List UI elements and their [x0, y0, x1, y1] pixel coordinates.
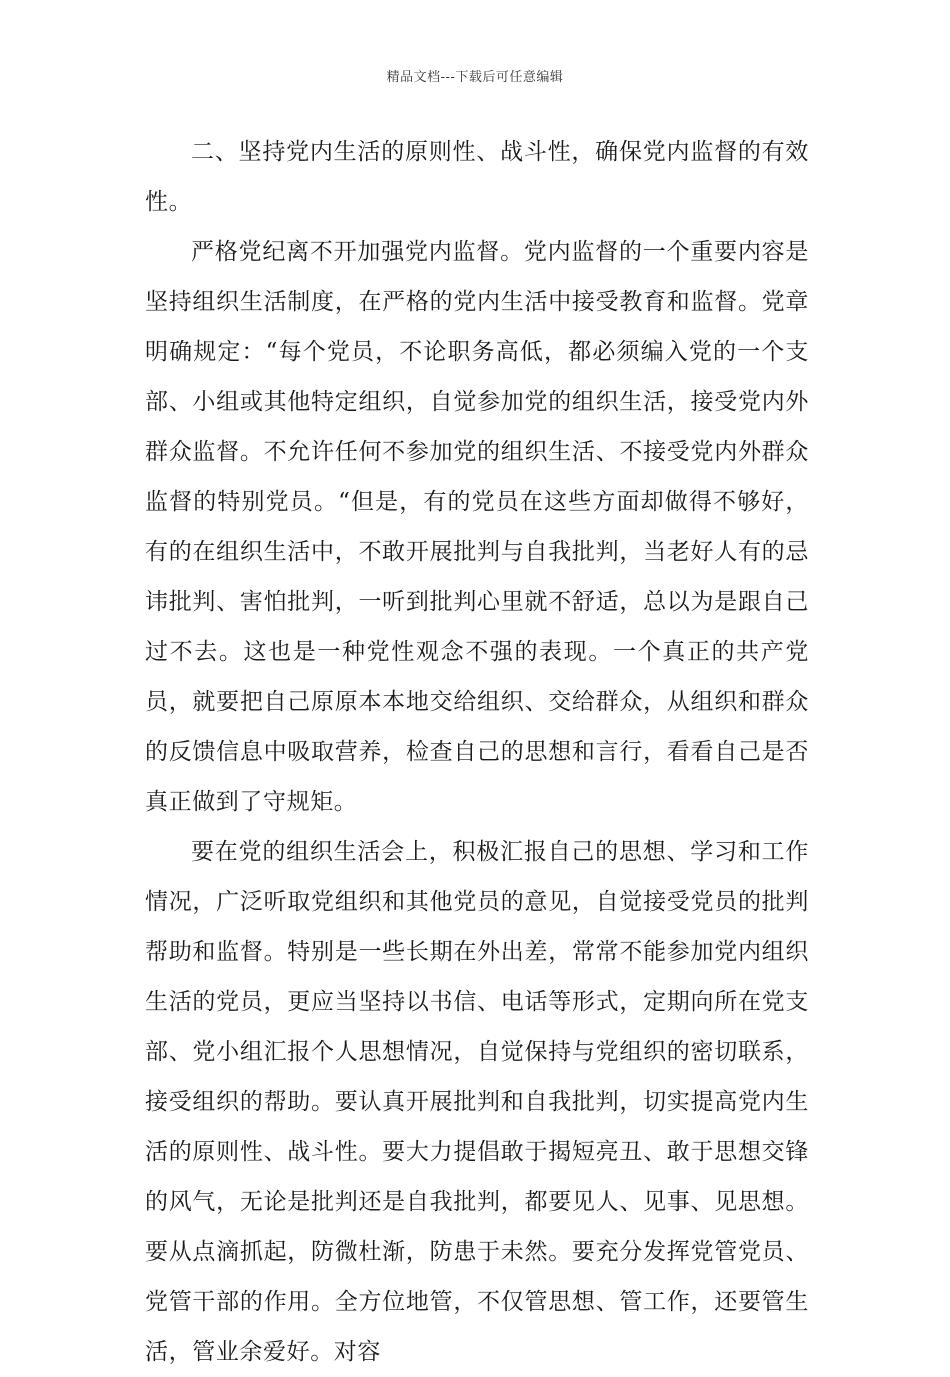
section-heading: 二、坚持党内生活的原则性、战斗性，确保党内监督的有效性。	[145, 139, 809, 215]
paragraph: 要在党的组织生活会上，积极汇报自己的思想、学习和工作情况，广泛听取党组织和其他党员的意见，自觉接受党员的批判帮助和监督。特别是一些长期在外出差，常常不能参加党内组织生活的党员，更应当坚持以书信、电话等形式，定期向所在党支部、党小组汇报个人思想情况，自觉保持与党组织的密切联系，接受组织的帮助。要认真开展批判和自我批判，切实提高党内生活的原则性、战斗性。要大力提倡敢于揭短亮丑、敢于思想交锋的风气，无论是批判还是自我批判，都要见人、见事、见思想。要从点滴抓起，防微杜渐，防患于未然。要充分发挥党管党员、党管干部的作用。全方位地管，不仅管思想、管工作，还要管生活，管业余爱好。对容	[145, 839, 809, 1365]
document-body	[145, 127, 809, 1377]
page-header: 精品文档---下载后可任意编辑	[386, 70, 564, 85]
paragraph: 严格党纪离不开加强党内监督。党内监督的一个重要内容是坚持组织生活制度，在严格的党内生活中接受教育和监督。党章明确规定：“每个党员，不论职务高低，都必须编入党的一个支部、小组或其他特定组织，自觉参加党的组织生活，接受党内外群众监督。不允许任何不参加党的组织生活、不接受党内外群众监督的特别党员。“但是，有的党员在这些方面却做得不够好，有的在组织生活中，不敢开展批判与自我批判，当老好人有的忌讳批判、害怕批判，一听到批判心里就不舒适，总以为是跟自己过不去。这也是一种党性观念不强的表现。一个真正的共产党员，就要把自己原原本本地交给组织、交给群众，从组织和群众的反馈信息中吸取营养，检查自己的思想和言行，看看自己是否真正做到了守规矩。	[145, 239, 809, 815]
